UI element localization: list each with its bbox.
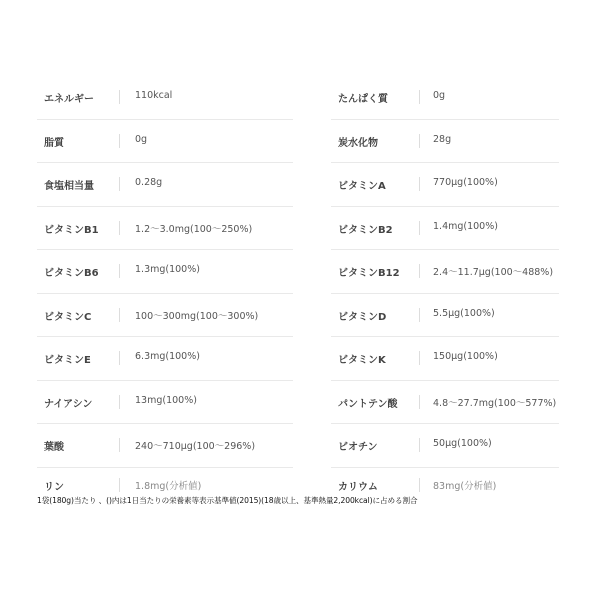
nutrient-value: 150μg(100%) <box>433 351 498 362</box>
divider <box>119 351 120 365</box>
nutrient-label: リン <box>44 481 64 493</box>
nutrient-cell <box>331 120 559 164</box>
nutrient-cell <box>37 250 293 294</box>
nutrient-value: 240～710μg(100～296%) <box>135 441 256 452</box>
nutrient-value: 0g <box>433 90 446 101</box>
nutrient-value: 1.4mg(100%) <box>433 220 498 232</box>
nutrient-value: 28g <box>433 133 452 145</box>
divider <box>119 438 120 452</box>
nutrient-value: 50μg(100%) <box>433 438 492 449</box>
table-row <box>37 76 559 120</box>
nutrient-label: ビオチン <box>338 442 378 453</box>
nutrient-cell <box>37 294 293 338</box>
nutrient-label: たんぱく質 <box>338 94 388 105</box>
divider <box>419 264 420 278</box>
table-row <box>37 120 559 164</box>
divider <box>419 395 420 409</box>
nutrient-label: 炭水化物 <box>338 137 378 149</box>
nutrient-value: 0.28g <box>135 177 163 188</box>
footnote: 1袋(180g)当たり 、()内は1日当たりの栄養素等表示基準値(2015)(18歳以上、基準熱量2,200kcal)に占める割合 <box>37 496 418 505</box>
table-row <box>37 250 559 294</box>
nutrient-value: 83mg(分析値) <box>433 480 497 492</box>
divider <box>419 221 420 235</box>
nutrient-cell <box>331 76 559 120</box>
divider <box>419 134 420 148</box>
divider <box>419 351 420 365</box>
nutrient-value: 4.8～27.7mg(100～577%) <box>433 397 557 409</box>
divider <box>119 308 120 322</box>
nutrient-value: 1.8mg(分析値) <box>135 480 202 492</box>
table-row <box>37 163 559 207</box>
nutrient-value: 770μg(100%) <box>433 177 498 188</box>
nutrient-label: ビタミンB1 <box>44 224 99 236</box>
nutrient-label: カリウム <box>338 481 378 493</box>
divider <box>419 478 420 492</box>
nutrient-value: 6.3mg(100%) <box>135 351 200 362</box>
nutrient-value: 2.4～11.7μg(100～488%) <box>433 267 554 278</box>
table-row <box>37 337 559 381</box>
nutrient-label: 葉酸 <box>44 442 64 453</box>
nutrient-cell <box>331 294 559 338</box>
divider <box>419 177 420 191</box>
nutrient-label: ビタミンB2 <box>338 224 393 236</box>
nutrient-cell <box>331 381 559 425</box>
nutrient-cell <box>331 207 559 251</box>
nutrient-label: ナイアシン <box>44 398 93 410</box>
nutrient-cell <box>37 207 293 251</box>
divider <box>119 221 120 235</box>
table-row <box>37 424 559 468</box>
divider <box>119 90 120 104</box>
nutrient-label: パントテン酸 <box>338 398 398 410</box>
nutrient-value: 1.2～3.0mg(100～250%) <box>135 223 253 235</box>
nutrient-cell <box>331 337 559 381</box>
divider <box>119 134 120 148</box>
nutrient-cell <box>37 381 293 425</box>
nutrient-label: 食塩相当量 <box>44 181 94 192</box>
nutrient-label: ビタミンB12 <box>338 268 400 279</box>
divider <box>119 478 120 492</box>
table-row <box>37 381 559 425</box>
nutrient-label: ビタミンD <box>338 311 387 323</box>
nutrient-value: 1.3mg(100%) <box>135 264 200 275</box>
nutrient-cell <box>331 163 559 207</box>
nutrient-cell <box>37 337 293 381</box>
nutrient-cell <box>331 250 559 294</box>
nutrient-value: 110kcal <box>135 90 173 101</box>
nutrient-value: 5.5μg(100%) <box>433 307 495 319</box>
nutrition-table <box>37 76 559 500</box>
nutrient-value: 100～300mg(100～300%) <box>135 310 259 322</box>
nutrient-label: ビタミンB6 <box>44 268 99 279</box>
nutrient-cell <box>331 424 559 468</box>
table-row <box>37 207 559 251</box>
nutrient-cell <box>37 120 293 164</box>
divider <box>119 177 120 191</box>
divider <box>419 308 420 322</box>
nutrient-label: エネルギー <box>44 94 94 105</box>
divider <box>419 90 420 104</box>
nutrient-cell <box>37 76 293 120</box>
divider <box>419 438 420 452</box>
nutrient-value: 13mg(100%) <box>135 394 197 406</box>
nutrient-value: 0g <box>135 133 148 145</box>
nutrient-cell <box>37 424 293 468</box>
table-row <box>37 294 559 338</box>
divider <box>119 395 120 409</box>
nutrient-label: ビタミンA <box>338 181 386 192</box>
nutrient-cell <box>37 163 293 207</box>
nutrient-label: ビタミンC <box>44 311 92 323</box>
divider <box>119 264 120 278</box>
nutrient-label: ビタミンE <box>44 355 91 366</box>
nutrient-label: 脂質 <box>44 137 64 149</box>
nutrient-label: ビタミンK <box>338 355 386 366</box>
